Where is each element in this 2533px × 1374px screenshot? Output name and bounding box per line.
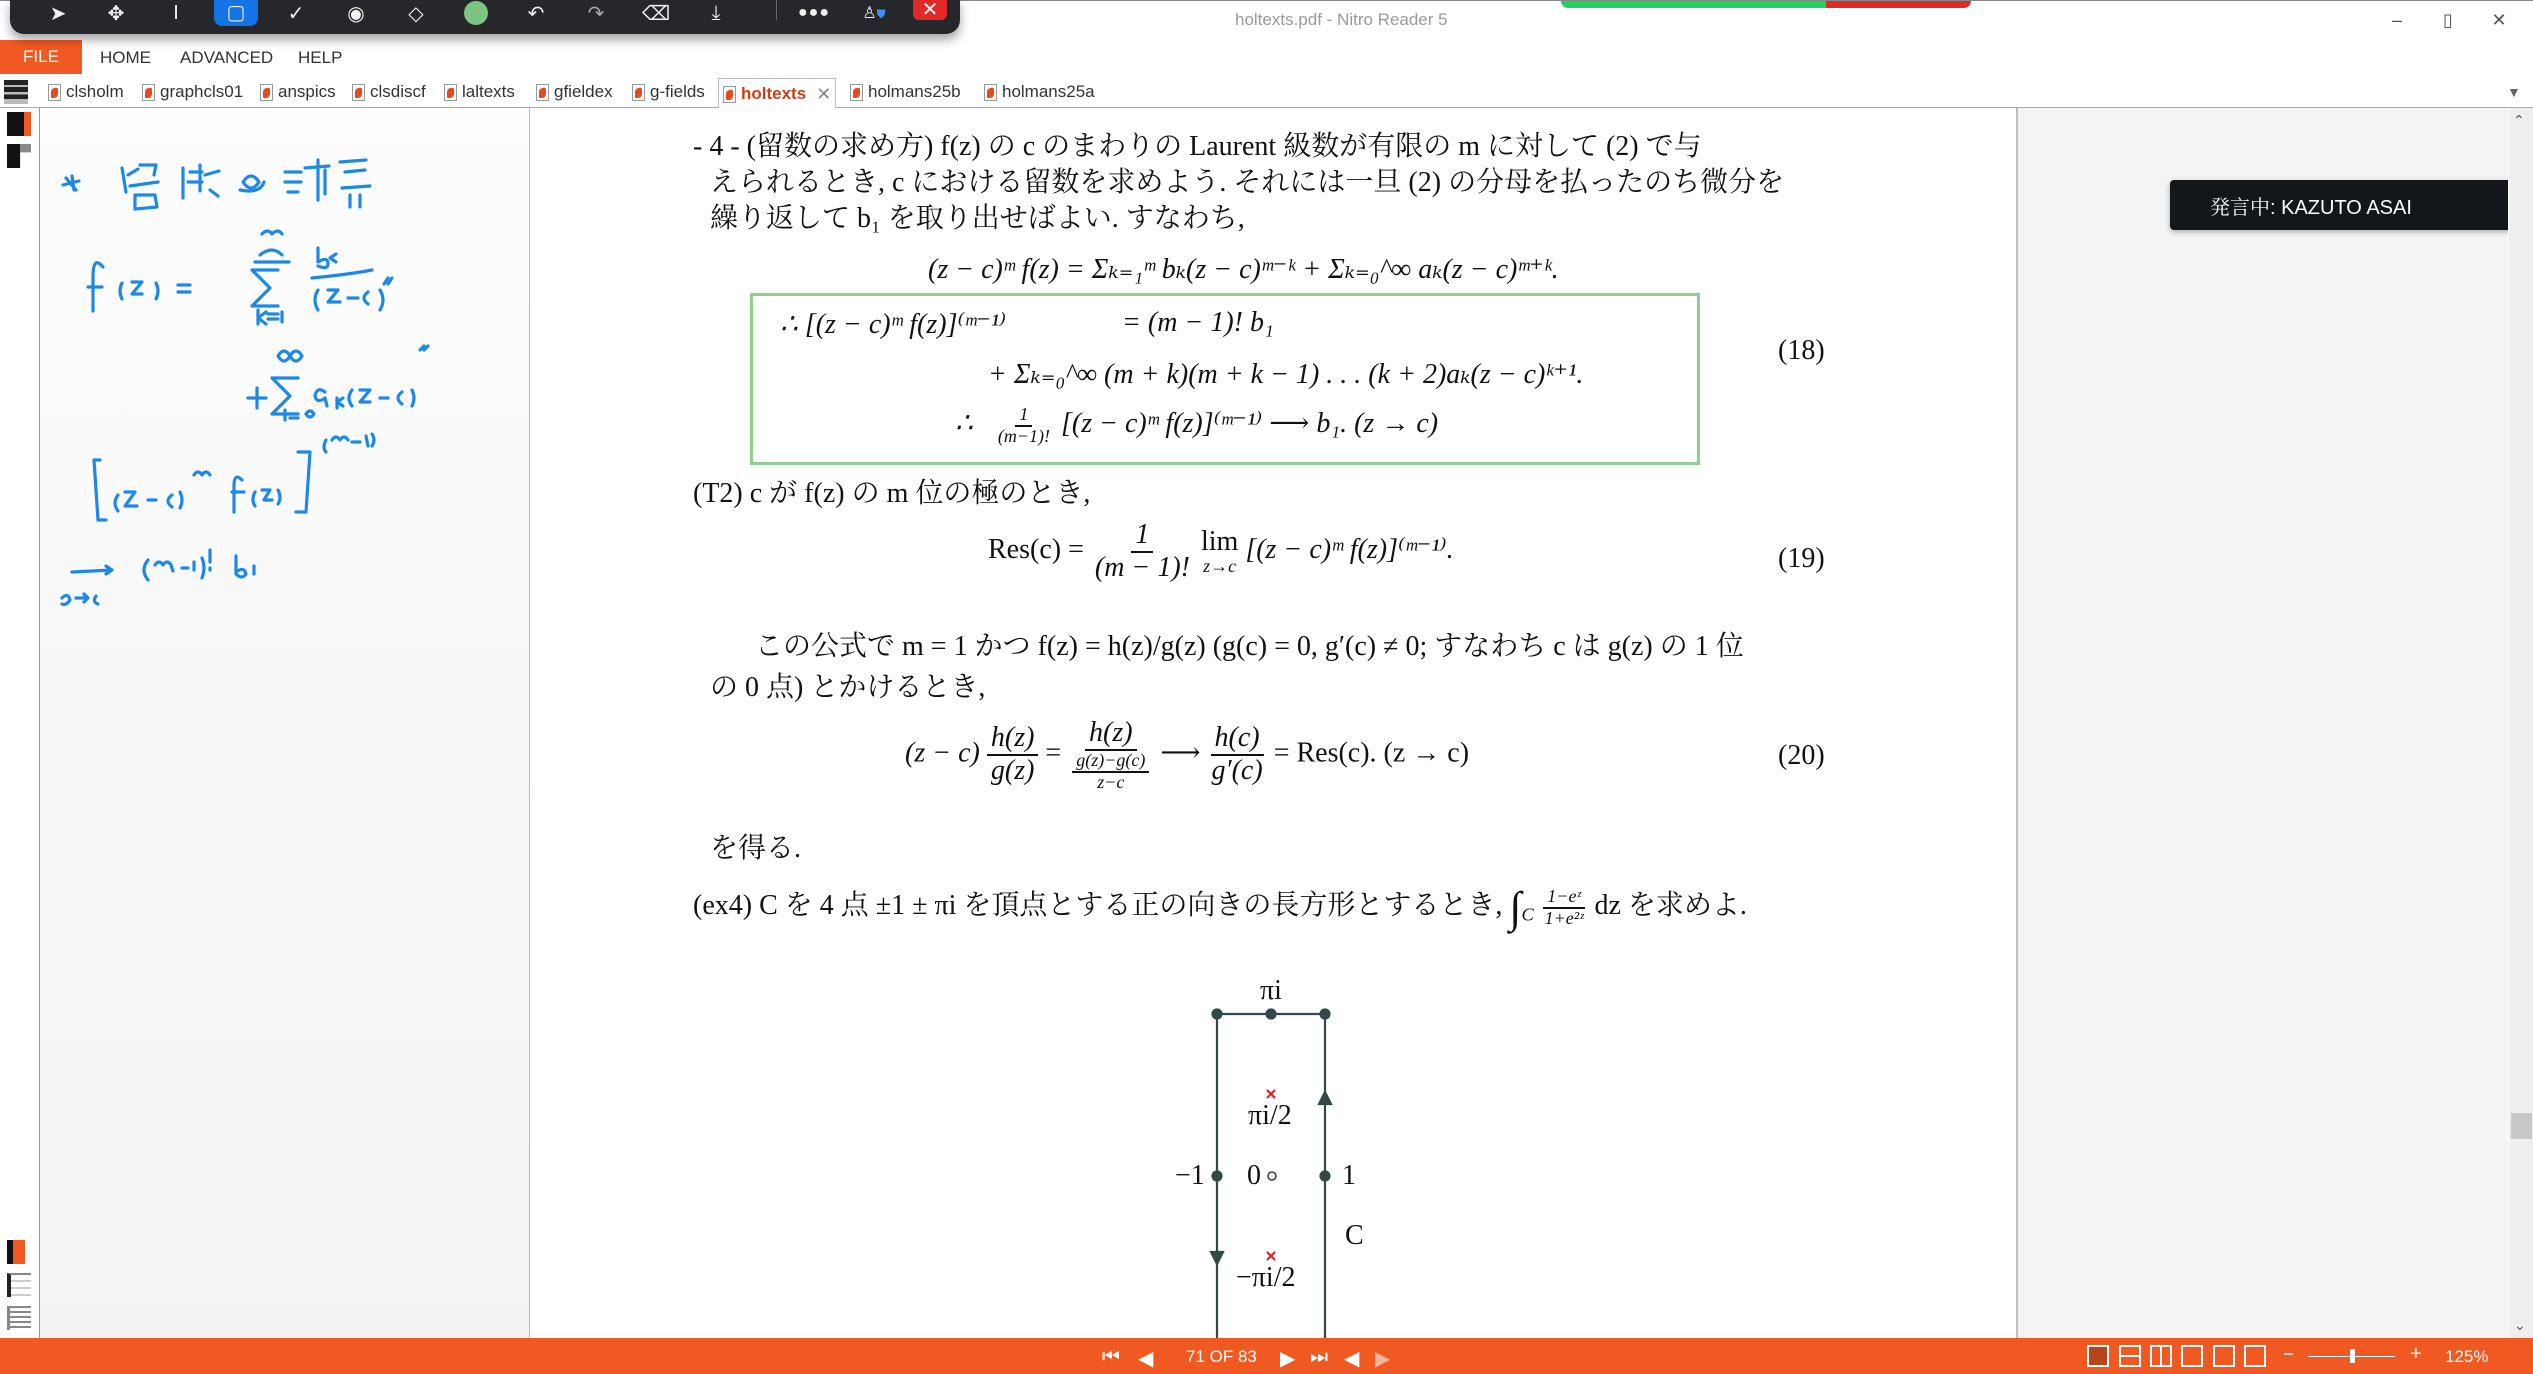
redo-button[interactable] — [574, 0, 618, 28]
pdf-file-icon — [850, 84, 863, 101]
scroll-down-icon[interactable]: ⌄ — [2514, 1317, 2526, 1333]
menu-home[interactable]: HOME — [100, 48, 151, 67]
eraser-tool-button[interactable] — [394, 0, 438, 28]
facing-continuous-view-button[interactable] — [2181, 1345, 2203, 1367]
download-icon: ⤓ — [711, 1, 721, 24]
pdf-file-icon — [260, 84, 273, 101]
undo-icon: ↶ — [527, 2, 545, 25]
pdf-file-icon — [536, 84, 549, 101]
eq18-line3: ∴ $\frac{1}{(m-1)!}$ [(z − c)ᵐ f(z)]⁽ᵐ⁻¹⁾ ⟶ b₁. (z → c) — [955, 404, 1439, 446]
label-pole-lower: −πi/2 — [1236, 1262, 1296, 1293]
menu-file[interactable]: FILE — [0, 40, 82, 74]
paragraph-line: - 4 - (留数の求め方) f(z) の c のまわりの Laurent 級数が有限の m に対して (2) で与 — [693, 131, 1702, 162]
next-view-button[interactable] — [1375, 1346, 1390, 1371]
pdf-file-icon — [48, 84, 61, 101]
text-tool-button[interactable] — [154, 0, 198, 28]
comments-list-icon[interactable] — [7, 1306, 31, 1330]
maximize-icon: ▯ — [2443, 10, 2453, 30]
contour-diagram — [1150, 960, 1450, 1340]
label-minus-one: −1 — [1175, 1160, 1205, 1191]
undo-button[interactable] — [514, 0, 558, 28]
previous-view-button[interactable] — [1344, 1346, 1359, 1371]
user-shield-icon: ♙⛊ — [862, 5, 886, 22]
label-pole-upper: πi/2 — [1248, 1100, 1292, 1131]
fraction: h(z) g(z)−g(c) z−c — [1068, 718, 1153, 792]
presentation-facing-view-button[interactable] — [2244, 1345, 2266, 1367]
eq18-line2: + Σₖ₌₀^∞ (m + k)(m + k − 1) . . . (k + 2)aₖ(z − c)ᵏ⁺¹. — [988, 359, 1584, 390]
previous-page-button[interactable] — [1138, 1346, 1153, 1371]
text-cursor-icon: I — [173, 1, 179, 24]
label-contour-c: C — [1345, 1220, 1364, 1251]
tab-clsdiscf[interactable]: clsdiscf — [348, 78, 430, 106]
presentation-view-button[interactable] — [2213, 1345, 2235, 1367]
speaking-indicator: 発言中: KAZUTO ASAI — [2170, 180, 2512, 230]
spotlight-tool-button[interactable] — [334, 0, 378, 28]
menu-help[interactable]: HELP — [298, 48, 343, 67]
tab-clsholm[interactable]: clsholm — [44, 78, 128, 106]
label-pi-i: πi — [1260, 975, 1282, 1006]
pdf-file-icon — [444, 84, 457, 101]
user-permissions-button[interactable] — [852, 0, 896, 28]
minimize-button[interactable] — [2382, 7, 2412, 33]
rectangle-tool-button[interactable] — [214, 0, 258, 26]
pdf-file-icon — [984, 84, 997, 101]
pages-icon[interactable] — [7, 144, 31, 168]
select-tool-button[interactable] — [36, 0, 80, 28]
whiteboard-panel[interactable] — [40, 108, 530, 1338]
menu-advanced[interactable]: ADVANCED — [180, 48, 274, 67]
rectangle-contour — [1150, 960, 1450, 1340]
eq18-line1-right: = (m − 1)! b₁ — [1122, 307, 1274, 338]
single-page-view-button[interactable] — [2087, 1345, 2109, 1367]
zoom-in-button[interactable]: + — [2410, 1343, 2422, 1365]
left-panel-rail — [0, 108, 40, 1338]
equation-number: (20) — [1778, 740, 1825, 771]
last-page-button[interactable] — [1310, 1346, 1328, 1369]
move-tool-button[interactable] — [94, 0, 138, 28]
tab-g-fields[interactable]: g-fields — [628, 78, 709, 106]
ex4-problem: (ex4) C を 4 点 ±1 ± πi を頂点とする正の向きの長方形とするとき, $\int_C$ $\frac{\text{1−eᶻ}}{\text{1+e²ᶻ}}$ dz を求めよ. — [693, 883, 1747, 932]
audio-level-meter — [1561, 1, 1971, 8]
rectangle-icon: ▢ — [226, 1, 246, 24]
color-button[interactable] — [454, 0, 498, 28]
close-icon: ✕ — [2491, 10, 2507, 30]
equation-number: (19) — [1778, 543, 1825, 574]
minimize-icon: – — [2391, 10, 2402, 30]
status-bar — [0, 1338, 2533, 1374]
select-arrow-icon: ➤ — [49, 2, 67, 25]
tab-holtexts[interactable]: holtexts ✕ — [718, 78, 836, 109]
toolbar-divider — [776, 0, 777, 20]
viewer-background — [2018, 108, 2508, 1338]
tab-close-icon[interactable]: ✕ — [816, 83, 832, 104]
tab-holmans25a[interactable]: holmans25a — [980, 78, 1099, 106]
next-page-button[interactable] — [1280, 1346, 1295, 1371]
fraction: $\frac{h(z)}{g(z)}$ — [987, 723, 1039, 787]
check-tool-button[interactable] — [274, 0, 318, 28]
fraction: $\frac{1}{(m-1)!}$ — [997, 404, 1050, 446]
tab-graphcls01[interactable]: graphcls01 — [138, 78, 247, 106]
tab-laltexts[interactable]: laltexts — [440, 78, 519, 106]
delete-button[interactable] — [634, 0, 678, 28]
maximize-button[interactable] — [2433, 7, 2463, 33]
trash-icon: ⌫ — [641, 2, 671, 25]
close-toolbar-button[interactable] — [913, 0, 947, 20]
annotation-toolbar — [10, 0, 960, 34]
more-icon: ●●● — [798, 4, 830, 21]
fraction: $\frac{h(c)}{g'(c)}$ — [1211, 722, 1263, 787]
vertical-scrollbar[interactable] — [2508, 108, 2533, 1338]
check-icon: ✓ — [287, 2, 305, 25]
scroll-up-icon[interactable]: ⌃ — [2513, 112, 2525, 128]
facing-view-button[interactable] — [2150, 1345, 2172, 1367]
bookmarks-icon[interactable] — [7, 112, 31, 136]
paragraph-line: この公式で m = 1 かつ f(z) = h(z)/g(z) (g(c) = 0, g′(c) ≠ 0; すなわち c は g(z) の 1 位 — [755, 631, 1744, 662]
equation-number: (18) — [1778, 335, 1825, 366]
tabs-overflow-icon[interactable]: ▼ — [2507, 84, 2521, 100]
continuous-view-button[interactable] — [2119, 1345, 2141, 1367]
pdf-file-icon — [352, 84, 365, 101]
tab-list-icon[interactable] — [4, 80, 28, 104]
eq18-line1-left: ∴ [(z − c)ᵐ f(z)]⁽ᵐ⁻¹⁾ — [780, 309, 1007, 340]
tab-anspics[interactable]: anspics — [256, 78, 340, 106]
pdf-file-icon — [723, 86, 736, 103]
close-icon: ✕ — [921, 0, 939, 21]
tab-holmans25b[interactable]: holmans25b — [846, 78, 965, 106]
equation-expand: (z − c)ᵐ f(z) = Σₖ₌₁ᵐ bₖ(z − c)ᵐ⁻ᵏ + Σₖ₌₀^∞ aₖ(z − c)ᵐ⁺ᵏ. — [928, 254, 1559, 285]
eraser-icon: ◇ — [408, 2, 424, 25]
redo-icon: ↷ — [587, 2, 605, 25]
paragraph-line: を得る. — [710, 833, 802, 864]
first-page-icon: ⏮ — [1102, 1346, 1120, 1368]
page-indicator[interactable]: 71 OF 83 — [1186, 1347, 1257, 1366]
eq20: (z − c) $\frac{h(z)}{g(z)}$ = h(z) g(z)−g(c) z−c ⟶ $\frac{h(c)}{g'(c)}$ = Res(c). (z → c) — [905, 717, 1470, 792]
paragraph-line: 繰り返して b₁ を取り出せばよい. すなわち, — [710, 203, 1245, 234]
next-page-icon: ▶ — [1280, 1348, 1296, 1370]
zoom-out-button[interactable]: − — [2283, 1344, 2294, 1364]
forward-circle-icon: ▶ — [1375, 1348, 1391, 1370]
more-button[interactable] — [792, 0, 836, 28]
tab-gfieldex[interactable]: gfieldex — [532, 78, 617, 106]
outline-icon[interactable] — [7, 1273, 31, 1297]
color-swatch-icon — [464, 1, 488, 25]
limit: lim z→c — [1200, 525, 1239, 577]
window-title: holtexts.pdf - Nitro Reader 5 — [1235, 10, 1448, 29]
pdf-file-icon — [142, 84, 155, 101]
zoom-level[interactable]: 125% — [2445, 1347, 2489, 1366]
label-origin: 0 — [1247, 1160, 1261, 1191]
save-download-button[interactable] — [694, 0, 738, 28]
scroll-thumb[interactable] — [2511, 1113, 2532, 1139]
eq19: Res(c) = $\frac{1}{(m - 1)!}$ lim z→c [(z − c)ᵐ f(z)]⁽ᵐ⁻¹⁾. — [988, 519, 1454, 583]
zoom-slider-thumb[interactable] — [2350, 1349, 2355, 1363]
fraction: $\frac{1}{(m - 1)!}$ — [1094, 519, 1190, 583]
pdf-file-icon — [632, 84, 645, 101]
spotlight-icon: ◉ — [347, 2, 365, 25]
label-one: 1 — [1342, 1160, 1356, 1191]
first-page-button[interactable] — [1102, 1346, 1120, 1369]
close-window-button[interactable] — [2484, 7, 2514, 33]
fraction: $\frac{\text{1−eᶻ}}{\text{1+e²ᶻ}}$ — [1544, 885, 1584, 928]
paragraph-line: えられるとき, c における留数を求めよう. それには一旦 (2) の分母を払ったのち微分を — [710, 167, 1785, 198]
bookmark-panel-icon[interactable] — [7, 1240, 31, 1264]
previous-page-icon: ◀ — [1138, 1348, 1154, 1370]
t2-heading: (T2) c が f(z) の m 位の極のとき, — [693, 478, 1091, 509]
back-circle-icon: ◀ — [1344, 1348, 1360, 1370]
last-page-icon: ⏭ — [1310, 1346, 1328, 1368]
paragraph-line: の 0 点) とかけるとき, — [710, 672, 986, 703]
menu-bar — [0, 40, 2533, 74]
handwritten-notes — [40, 108, 530, 1338]
move-icon: ✥ — [107, 2, 125, 25]
